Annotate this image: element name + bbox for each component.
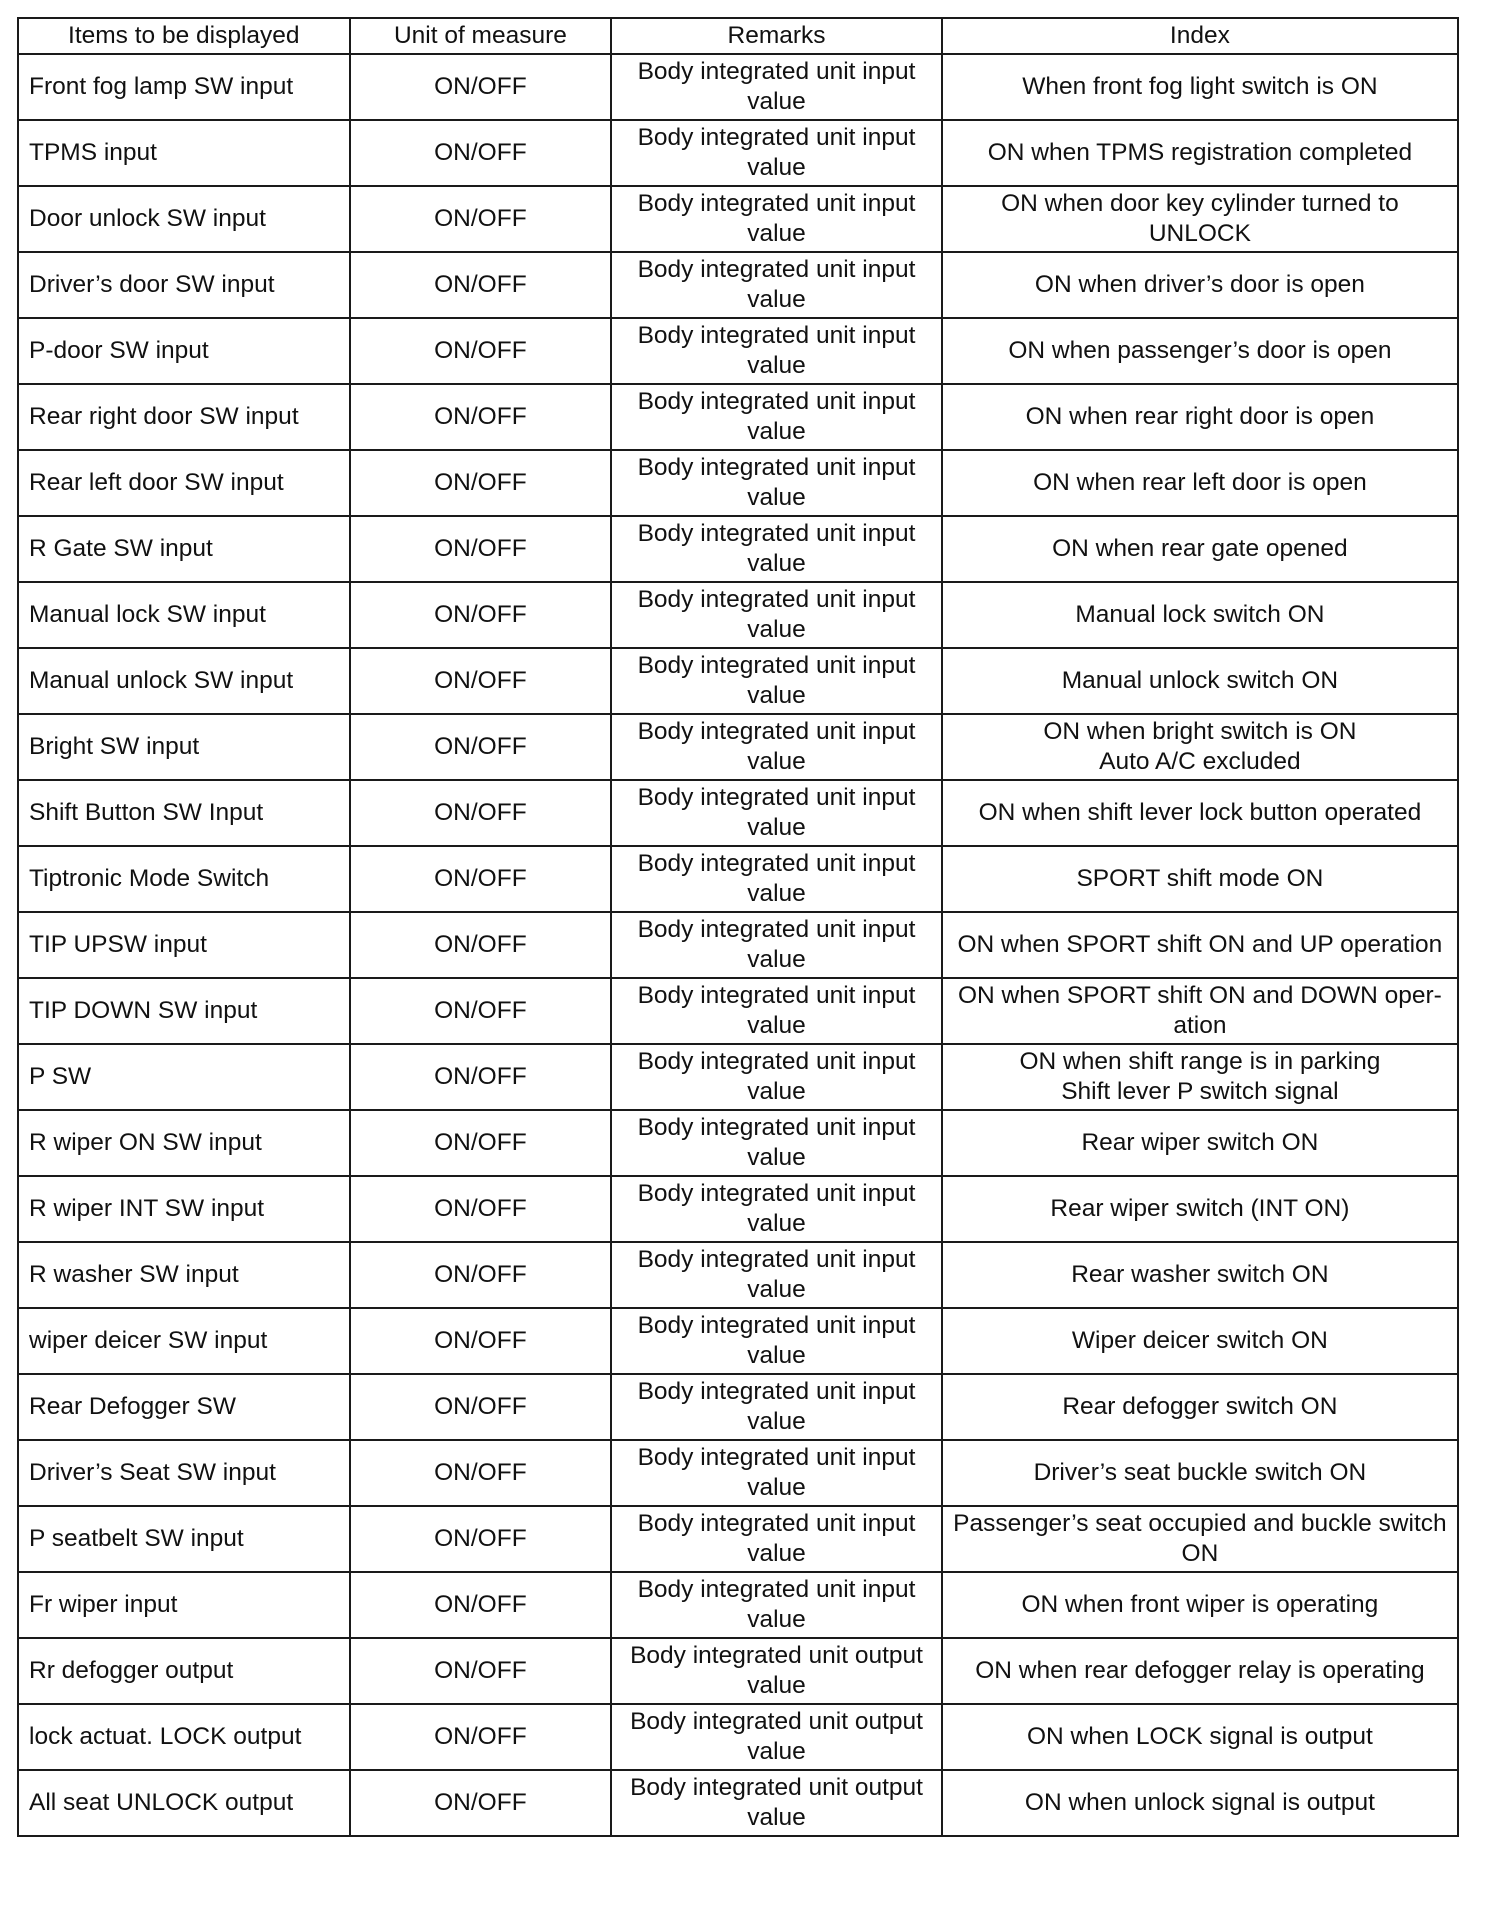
table-row [18, 1770, 1458, 1836]
cell-index: ON when driver’s door is open [942, 252, 1458, 318]
cell-unit: ON/OFF [350, 1110, 612, 1176]
cell-unit: ON/OFF [350, 1572, 612, 1638]
cell-index: ON when shift range is in parking Shift lever P switch signal [942, 1044, 1458, 1110]
cell-index: SPORT shift mode ON [942, 846, 1458, 912]
cell-remarks: Body integrated unit input value [611, 1374, 942, 1440]
cell-unit: ON/OFF [350, 1308, 612, 1374]
cell-index: Manual unlock switch ON [942, 648, 1458, 714]
header-items: Items to be displayed [18, 18, 350, 54]
header-unit: Unit of measure [350, 18, 612, 54]
cell-remarks: Body integrated unit input value [611, 1440, 942, 1506]
cell-item: TIP DOWN SW input [18, 978, 350, 1044]
cell-unit: ON/OFF [350, 1176, 612, 1242]
table-row [18, 1044, 1458, 1110]
cell-item: R washer SW input [18, 1242, 350, 1308]
table-row [18, 54, 1458, 120]
cell-unit: ON/OFF [350, 1440, 612, 1506]
cell-index: ON when shift lever lock button operated [942, 780, 1458, 846]
cell-index: ON when passenger’s door is open [942, 318, 1458, 384]
cell-index: ON when rear left door is open [942, 450, 1458, 516]
cell-index: ON when SPORT shift ON and DOWN oper- ation [942, 978, 1458, 1044]
table-row [18, 1572, 1458, 1638]
header-index: Index [942, 18, 1458, 54]
cell-unit: ON/OFF [350, 450, 612, 516]
table-row [18, 714, 1458, 780]
cell-unit: ON/OFF [350, 186, 612, 252]
cell-index: ON when door key cylinder turned to UNLOCK [942, 186, 1458, 252]
cell-remarks: Body integrated unit input value [611, 252, 942, 318]
cell-unit: ON/OFF [350, 1044, 612, 1110]
cell-item: wiper deicer SW input [18, 1308, 350, 1374]
cell-item: TIP UPSW input [18, 912, 350, 978]
table-header [18, 18, 1458, 54]
table-row [18, 120, 1458, 186]
cell-unit: ON/OFF [350, 780, 612, 846]
cell-remarks: Body integrated unit input value [611, 978, 942, 1044]
cell-item: P SW [18, 1044, 350, 1110]
cell-unit: ON/OFF [350, 252, 612, 318]
cell-remarks: Body integrated unit input value [611, 1110, 942, 1176]
cell-index: ON when front wiper is operating [942, 1572, 1458, 1638]
cell-index: ON when rear defogger relay is operating [942, 1638, 1458, 1704]
cell-item: P seatbelt SW input [18, 1506, 350, 1572]
cell-index: Driver’s seat buckle switch ON [942, 1440, 1458, 1506]
cell-remarks: Body integrated unit input value [611, 54, 942, 120]
cell-item: Driver’s door SW input [18, 252, 350, 318]
cell-item: Front fog lamp SW input [18, 54, 350, 120]
cell-unit: ON/OFF [350, 54, 612, 120]
cell-remarks: Body integrated unit input value [611, 582, 942, 648]
cell-index: ON when SPORT shift ON and UP operation [942, 912, 1458, 978]
header-row [18, 18, 1458, 54]
cell-remarks: Body integrated unit output value [611, 1638, 942, 1704]
cell-item: R Gate SW input [18, 516, 350, 582]
cell-item: lock actuat. LOCK output [18, 1704, 350, 1770]
cell-unit: ON/OFF [350, 978, 612, 1044]
cell-index: Rear washer switch ON [942, 1242, 1458, 1308]
table-row [18, 1242, 1458, 1308]
table-row [18, 1110, 1458, 1176]
cell-unit: ON/OFF [350, 1242, 612, 1308]
table-row [18, 1308, 1458, 1374]
cell-remarks: Body integrated unit input value [611, 450, 942, 516]
cell-remarks: Body integrated unit input value [611, 1572, 942, 1638]
cell-item: Rear Defogger SW [18, 1374, 350, 1440]
cell-index: ON when unlock signal is output [942, 1770, 1458, 1836]
cell-unit: ON/OFF [350, 1506, 612, 1572]
cell-remarks: Body integrated unit input value [611, 846, 942, 912]
cell-remarks: Body integrated unit input value [611, 1506, 942, 1572]
cell-item: All seat UNLOCK output [18, 1770, 350, 1836]
table-row [18, 780, 1458, 846]
cell-remarks: Body integrated unit input value [611, 780, 942, 846]
table-row [18, 648, 1458, 714]
cell-index: When front fog light switch is ON [942, 54, 1458, 120]
cell-unit: ON/OFF [350, 1770, 612, 1836]
cell-item: Shift Button SW Input [18, 780, 350, 846]
cell-index: ON when rear right door is open [942, 384, 1458, 450]
cell-remarks: Body integrated unit input value [611, 1308, 942, 1374]
cell-index: ON when LOCK signal is output [942, 1704, 1458, 1770]
cell-item: Door unlock SW input [18, 186, 350, 252]
table-row [18, 846, 1458, 912]
cell-item: Bright SW input [18, 714, 350, 780]
cell-remarks: Body integrated unit output value [611, 1770, 942, 1836]
cell-index: Rear wiper switch ON [942, 1110, 1458, 1176]
table-row [18, 912, 1458, 978]
cell-unit: ON/OFF [350, 1704, 612, 1770]
cell-item: Manual lock SW input [18, 582, 350, 648]
cell-remarks: Body integrated unit input value [611, 318, 942, 384]
cell-index: ON when bright switch is ON Auto A/C excluded [942, 714, 1458, 780]
cell-index: ON when rear gate opened [942, 516, 1458, 582]
table-row [18, 1374, 1458, 1440]
table-row [18, 1176, 1458, 1242]
table-row [18, 1704, 1458, 1770]
cell-unit: ON/OFF [350, 1374, 612, 1440]
cell-remarks: Body integrated unit input value [611, 384, 942, 450]
cell-unit: ON/OFF [350, 120, 612, 186]
cell-remarks: Body integrated unit input value [611, 1242, 942, 1308]
cell-index: ON when TPMS registration completed [942, 120, 1458, 186]
table-row [18, 186, 1458, 252]
table-row [18, 450, 1458, 516]
table-body [18, 54, 1458, 1836]
cell-index: Passenger’s seat occupied and buckle switch ON [942, 1506, 1458, 1572]
table-row [18, 516, 1458, 582]
cell-remarks: Body integrated unit input value [611, 714, 942, 780]
table-row [18, 1506, 1458, 1572]
cell-unit: ON/OFF [350, 582, 612, 648]
cell-item: Driver’s Seat SW input [18, 1440, 350, 1506]
cell-index: Manual lock switch ON [942, 582, 1458, 648]
cell-item: Rear left door SW input [18, 450, 350, 516]
cell-item: P-door SW input [18, 318, 350, 384]
table-row [18, 318, 1458, 384]
cell-unit: ON/OFF [350, 384, 612, 450]
cell-item: R wiper INT SW input [18, 1176, 350, 1242]
table-row [18, 1638, 1458, 1704]
table-row [18, 252, 1458, 318]
cell-item: Rear right door SW input [18, 384, 350, 450]
cell-item: Rr defogger output [18, 1638, 350, 1704]
cell-index: Wiper deicer switch ON [942, 1308, 1458, 1374]
cell-index: Rear wiper switch (INT ON) [942, 1176, 1458, 1242]
cell-unit: ON/OFF [350, 648, 612, 714]
cell-index: Rear defogger switch ON [942, 1374, 1458, 1440]
cell-remarks: Body integrated unit output value [611, 1704, 942, 1770]
table-row [18, 384, 1458, 450]
cell-remarks: Body integrated unit input value [611, 1044, 942, 1110]
table-row [18, 1440, 1458, 1506]
cell-remarks: Body integrated unit input value [611, 516, 942, 582]
table-row [18, 978, 1458, 1044]
cell-remarks: Body integrated unit input value [611, 648, 942, 714]
cell-unit: ON/OFF [350, 1638, 612, 1704]
header-remarks: Remarks [611, 18, 942, 54]
cell-item: Tiptronic Mode Switch [18, 846, 350, 912]
data-display-table [17, 17, 1459, 1837]
cell-unit: ON/OFF [350, 318, 612, 384]
cell-item: TPMS input [18, 120, 350, 186]
cell-item: Manual unlock SW input [18, 648, 350, 714]
table-row [18, 582, 1458, 648]
cell-item: Fr wiper input [18, 1572, 350, 1638]
cell-unit: ON/OFF [350, 846, 612, 912]
cell-remarks: Body integrated unit input value [611, 120, 942, 186]
cell-item: R wiper ON SW input [18, 1110, 350, 1176]
cell-remarks: Body integrated unit input value [611, 912, 942, 978]
cell-unit: ON/OFF [350, 912, 612, 978]
cell-remarks: Body integrated unit input value [611, 186, 942, 252]
cell-unit: ON/OFF [350, 516, 612, 582]
cell-unit: ON/OFF [350, 714, 612, 780]
cell-remarks: Body integrated unit input value [611, 1176, 942, 1242]
